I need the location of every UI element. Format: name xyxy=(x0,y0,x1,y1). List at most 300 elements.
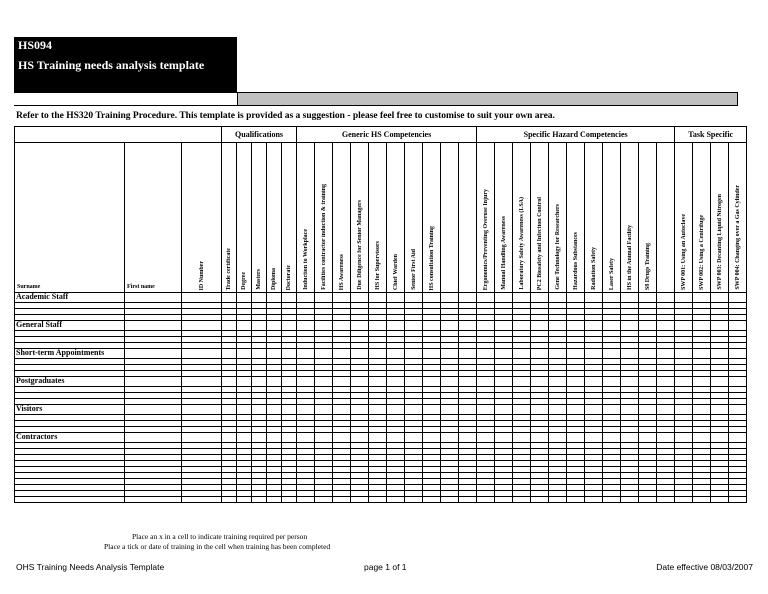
table-cell[interactable] xyxy=(639,349,657,359)
col-generic-competency-label: Chief Warden xyxy=(392,253,399,290)
table-cell[interactable] xyxy=(387,293,405,303)
table-cell[interactable] xyxy=(693,293,711,303)
table-cell[interactable] xyxy=(711,321,729,331)
table-cell[interactable] xyxy=(182,405,222,415)
table-cell[interactable] xyxy=(252,497,267,503)
table-cell[interactable] xyxy=(513,293,531,303)
table-cell[interactable] xyxy=(182,293,222,303)
table-cell[interactable] xyxy=(459,377,477,387)
col-qualification-label: Diploma xyxy=(271,267,278,290)
table-cell[interactable] xyxy=(351,497,369,503)
table-cell[interactable] xyxy=(351,293,369,303)
table-cell[interactable] xyxy=(237,321,252,331)
col-specific-competency xyxy=(585,143,603,293)
table-cell[interactable] xyxy=(729,497,747,503)
table-cell[interactable] xyxy=(423,497,441,503)
table-cell[interactable] xyxy=(657,349,675,359)
table-cell[interactable] xyxy=(729,377,747,387)
col-generic-competency-label: Induction to Workplace xyxy=(302,229,309,290)
table-cell[interactable] xyxy=(621,349,639,359)
table-cell[interactable] xyxy=(495,293,513,303)
table-cell[interactable] xyxy=(387,349,405,359)
table-cell[interactable] xyxy=(387,377,405,387)
table-cell[interactable] xyxy=(729,433,747,443)
table-cell[interactable] xyxy=(531,321,549,331)
table-cell[interactable] xyxy=(315,321,333,331)
table-cell[interactable] xyxy=(657,405,675,415)
table-cell[interactable] xyxy=(567,433,585,443)
table-cell[interactable] xyxy=(477,433,495,443)
col-task-specific-label: SWP 002: Using a Centrifuge xyxy=(698,215,705,290)
table-cell[interactable] xyxy=(423,377,441,387)
table-cell[interactable] xyxy=(693,405,711,415)
table-cell[interactable] xyxy=(222,377,237,387)
group-specific: Specific Hazard Competencies xyxy=(477,127,675,143)
table-cell[interactable] xyxy=(282,321,297,331)
table-cell[interactable] xyxy=(297,497,315,503)
table-cell[interactable] xyxy=(639,321,657,331)
col-generic-competency xyxy=(297,143,315,293)
table-cell[interactable] xyxy=(252,321,267,331)
table-cell[interactable] xyxy=(405,377,423,387)
table-cell[interactable] xyxy=(549,405,567,415)
col-generic-competency xyxy=(459,143,477,293)
footer-date: Date effective 08/03/2007 xyxy=(656,562,753,572)
table-cell[interactable] xyxy=(675,349,693,359)
group-header-row xyxy=(15,127,747,143)
table-cell[interactable] xyxy=(657,497,675,503)
table-cell[interactable] xyxy=(531,293,549,303)
table-cell[interactable] xyxy=(549,349,567,359)
table-cell[interactable] xyxy=(441,293,459,303)
table-cell[interactable] xyxy=(315,433,333,443)
intro-text: Refer to the HS320 Training Procedure. This template is provided as a suggestion - please feel free to customise to suit your own area. xyxy=(16,111,555,121)
table-cell[interactable] xyxy=(405,321,423,331)
table-cell[interactable] xyxy=(639,377,657,387)
table-cell[interactable] xyxy=(297,349,315,359)
table-cell[interactable] xyxy=(585,497,603,503)
table-cell[interactable] xyxy=(621,377,639,387)
col-generic-competency xyxy=(423,143,441,293)
table-cell[interactable] xyxy=(387,321,405,331)
table-cell[interactable] xyxy=(495,377,513,387)
title-bar xyxy=(237,92,738,106)
table-cell[interactable] xyxy=(441,405,459,415)
table-cell[interactable] xyxy=(297,293,315,303)
instruction-note-1: Place an x in a cell to indicate training required per person xyxy=(132,532,308,541)
table-cell[interactable] xyxy=(603,497,621,503)
table-cell[interactable] xyxy=(125,377,182,387)
table-cell[interactable] xyxy=(351,405,369,415)
col-first-name xyxy=(125,143,182,293)
document-code: HS094 xyxy=(18,38,53,52)
table-cell[interactable] xyxy=(657,377,675,387)
table-cell[interactable] xyxy=(423,433,441,443)
table-cell[interactable] xyxy=(675,497,693,503)
table-cell[interactable] xyxy=(603,405,621,415)
table-cell[interactable] xyxy=(459,293,477,303)
table-cell[interactable] xyxy=(405,405,423,415)
table-cell[interactable] xyxy=(675,405,693,415)
table-cell[interactable] xyxy=(639,293,657,303)
group-task: Task Specific xyxy=(675,127,747,143)
table-cell[interactable] xyxy=(267,349,282,359)
table-cell[interactable] xyxy=(585,405,603,415)
table-cell[interactable] xyxy=(585,293,603,303)
table-cell[interactable] xyxy=(369,377,387,387)
col-generic-competency-label: Facilities contractor induction & training xyxy=(320,184,327,290)
col-specific-competency-label: Manual Handling Awareness xyxy=(500,216,507,290)
table-cell[interactable] xyxy=(621,321,639,331)
table-cell[interactable] xyxy=(405,433,423,443)
table-cell[interactable] xyxy=(297,433,315,443)
table-cell[interactable] xyxy=(237,377,252,387)
section-row xyxy=(15,321,747,331)
table-cell[interactable] xyxy=(693,433,711,443)
table-cell[interactable] xyxy=(222,321,237,331)
table-cell[interactable] xyxy=(282,497,297,503)
table-cell[interactable] xyxy=(423,293,441,303)
table-cell[interactable] xyxy=(675,433,693,443)
table-cell[interactable] xyxy=(639,497,657,503)
table-cell[interactable] xyxy=(125,405,182,415)
table-cell[interactable] xyxy=(495,433,513,443)
table-cell[interactable] xyxy=(182,497,222,503)
table-cell[interactable] xyxy=(477,377,495,387)
table-cell[interactable] xyxy=(603,293,621,303)
table-cell[interactable] xyxy=(603,349,621,359)
table-cell[interactable] xyxy=(333,405,351,415)
table-cell[interactable] xyxy=(711,349,729,359)
col-specific-competency-label: HS in the Animal Facility xyxy=(626,224,633,290)
col-qualification-label: Trade certificate xyxy=(226,247,233,290)
table-cell[interactable] xyxy=(441,349,459,359)
table-cell[interactable] xyxy=(282,377,297,387)
table-cell[interactable] xyxy=(513,349,531,359)
table-cell[interactable] xyxy=(729,321,747,331)
table-cell[interactable] xyxy=(333,497,351,503)
table-cell[interactable] xyxy=(549,293,567,303)
table-cell[interactable] xyxy=(711,433,729,443)
table-cell[interactable] xyxy=(315,377,333,387)
title-block xyxy=(14,37,237,92)
table-cell[interactable] xyxy=(315,293,333,303)
table-cell[interactable] xyxy=(252,405,267,415)
table-cell[interactable] xyxy=(477,293,495,303)
table-cell[interactable] xyxy=(477,497,495,503)
col-generic-competency xyxy=(333,143,351,293)
col-specific-competency xyxy=(621,143,639,293)
table-cell[interactable] xyxy=(282,349,297,359)
footer-title: OHS Training Needs Analysis Template xyxy=(16,562,165,572)
table-cell[interactable] xyxy=(125,293,182,303)
table-cell[interactable] xyxy=(639,433,657,443)
footer-page: page 1 of 1 xyxy=(364,562,407,572)
table-cell[interactable] xyxy=(369,321,387,331)
table-cell[interactable] xyxy=(222,293,237,303)
table-cell[interactable] xyxy=(693,497,711,503)
table-cell[interactable] xyxy=(252,293,267,303)
table-cell[interactable] xyxy=(387,405,405,415)
table-cell[interactable] xyxy=(459,321,477,331)
table-cell[interactable] xyxy=(711,293,729,303)
table-cell[interactable] xyxy=(441,433,459,443)
table-cell[interactable] xyxy=(531,377,549,387)
table-cell[interactable] xyxy=(237,293,252,303)
table-cell[interactable] xyxy=(222,497,237,503)
group-qualifications: Qualifications xyxy=(222,127,297,143)
table-cell[interactable] xyxy=(531,405,549,415)
col-specific-competency xyxy=(495,143,513,293)
col-specific-competency xyxy=(603,143,621,293)
table-cell[interactable] xyxy=(621,293,639,303)
col-task-specific xyxy=(675,143,693,293)
col-task-specific xyxy=(693,143,711,293)
table-cell[interactable] xyxy=(297,377,315,387)
table-cell[interactable] xyxy=(495,349,513,359)
table-cell[interactable] xyxy=(585,377,603,387)
table-cell[interactable] xyxy=(729,405,747,415)
table-cell[interactable] xyxy=(477,405,495,415)
table-cell[interactable] xyxy=(531,433,549,443)
table-cell[interactable] xyxy=(387,497,405,503)
col-generic-competency-label: HS for Supervisors xyxy=(374,241,381,290)
table-cell[interactable] xyxy=(182,349,222,359)
table-cell[interactable] xyxy=(405,293,423,303)
table-cell[interactable] xyxy=(222,349,237,359)
col-task-specific-label: SWP 003: Decanting Liquid Nitrogen xyxy=(716,194,723,290)
table-cell[interactable] xyxy=(459,405,477,415)
col-specific-competency xyxy=(549,143,567,293)
col-specific-competency xyxy=(567,143,585,293)
table-cell[interactable] xyxy=(282,433,297,443)
table-cell[interactable] xyxy=(513,497,531,503)
col-qualification xyxy=(267,143,282,293)
table-cell[interactable] xyxy=(585,349,603,359)
table-cell[interactable] xyxy=(125,349,182,359)
table-cell[interactable] xyxy=(333,433,351,443)
section-label: Short-term Appointments xyxy=(15,349,125,359)
col-generic-competency xyxy=(351,143,369,293)
table-cell[interactable] xyxy=(237,405,252,415)
col-generic-competency-label: HS consultation Training xyxy=(428,225,435,290)
table-cell[interactable] xyxy=(182,377,222,387)
table-cell[interactable] xyxy=(405,497,423,503)
table-cell[interactable] xyxy=(333,377,351,387)
table-row xyxy=(15,497,747,503)
table-cell[interactable] xyxy=(351,377,369,387)
table-cell[interactable] xyxy=(252,349,267,359)
table-cell[interactable] xyxy=(675,321,693,331)
table-cell[interactable] xyxy=(282,293,297,303)
table-cell[interactable] xyxy=(267,405,282,415)
table-cell[interactable] xyxy=(459,433,477,443)
table-cell[interactable] xyxy=(567,497,585,503)
table-cell[interactable] xyxy=(675,377,693,387)
col-surname xyxy=(15,143,125,293)
group-header-blank xyxy=(15,127,222,143)
table-cell[interactable] xyxy=(351,349,369,359)
table-cell[interactable] xyxy=(423,349,441,359)
table-cell[interactable] xyxy=(333,321,351,331)
col-specific-competency-label: Radiation Safety xyxy=(590,247,597,290)
col-qualification xyxy=(282,143,297,293)
section-label: Postgraduates xyxy=(15,377,125,387)
section-label: Contractors xyxy=(15,433,125,443)
table-cell[interactable] xyxy=(549,497,567,503)
table-cell[interactable] xyxy=(441,377,459,387)
table-cell[interactable] xyxy=(477,349,495,359)
table-cell[interactable] xyxy=(549,321,567,331)
table-cell[interactable] xyxy=(315,497,333,503)
table-cell[interactable] xyxy=(369,497,387,503)
section-row xyxy=(15,349,747,359)
table-cell[interactable] xyxy=(729,349,747,359)
table-cell[interactable] xyxy=(15,497,125,503)
table-cell[interactable] xyxy=(459,497,477,503)
table-cell[interactable] xyxy=(621,497,639,503)
section-label: General Staff xyxy=(15,321,125,331)
table-cell[interactable] xyxy=(182,321,222,331)
table-cell[interactable] xyxy=(693,349,711,359)
table-cell[interactable] xyxy=(693,377,711,387)
table-cell[interactable] xyxy=(369,349,387,359)
col-specific-competency-label: S8 Drugs Training xyxy=(644,242,651,290)
col-id-number xyxy=(182,143,222,293)
table-cell[interactable] xyxy=(125,433,182,443)
table-cell[interactable] xyxy=(125,321,182,331)
table-cell[interactable] xyxy=(549,433,567,443)
table-cell[interactable] xyxy=(621,405,639,415)
table-cell[interactable] xyxy=(567,377,585,387)
table-cell[interactable] xyxy=(267,321,282,331)
table-cell[interactable] xyxy=(477,321,495,331)
table-cell[interactable] xyxy=(369,405,387,415)
table-cell[interactable] xyxy=(237,497,252,503)
table-cell[interactable] xyxy=(495,497,513,503)
group-generic: Generic HS Competencies xyxy=(297,127,477,143)
table-cell[interactable] xyxy=(237,349,252,359)
table-cell[interactable] xyxy=(297,321,315,331)
col-generic-competency-label: Due Diligence for Senior Managers xyxy=(356,200,363,290)
table-cell[interactable] xyxy=(513,321,531,331)
table-cell[interactable] xyxy=(333,349,351,359)
table-cell[interactable] xyxy=(621,433,639,443)
table-cell[interactable] xyxy=(252,433,267,443)
table-cell[interactable] xyxy=(513,405,531,415)
table-cell[interactable] xyxy=(267,377,282,387)
table-cell[interactable] xyxy=(675,293,693,303)
table-cell[interactable] xyxy=(222,405,237,415)
table-cell[interactable] xyxy=(603,321,621,331)
col-first-name-label: First name xyxy=(127,284,155,290)
table-cell[interactable] xyxy=(711,377,729,387)
section-row xyxy=(15,293,747,303)
table-cell[interactable] xyxy=(513,433,531,443)
col-specific-competency xyxy=(513,143,531,293)
table-cell[interactable] xyxy=(315,349,333,359)
table-cell[interactable] xyxy=(441,497,459,503)
table-cell[interactable] xyxy=(513,377,531,387)
table-cell[interactable] xyxy=(252,377,267,387)
col-qualification-label: Masters xyxy=(256,269,263,290)
table-cell[interactable] xyxy=(267,497,282,503)
table-cell[interactable] xyxy=(459,349,477,359)
table-cell[interactable] xyxy=(222,433,237,443)
section-row xyxy=(15,433,747,443)
table-cell[interactable] xyxy=(237,433,252,443)
table-cell[interactable] xyxy=(315,405,333,415)
table-cell[interactable] xyxy=(531,349,549,359)
col-generic-competency xyxy=(387,143,405,293)
col-generic-competency-label: HS Awareness xyxy=(338,253,345,290)
table-cell[interactable] xyxy=(585,321,603,331)
section-row xyxy=(15,377,747,387)
table-cell[interactable] xyxy=(351,433,369,443)
table-cell[interactable] xyxy=(567,405,585,415)
table-cell[interactable] xyxy=(333,293,351,303)
col-generic-competency-label: Senior First Aid xyxy=(410,249,417,290)
col-id-number-label: ID Number xyxy=(198,260,205,290)
table-cell[interactable] xyxy=(657,293,675,303)
table-cell[interactable] xyxy=(405,349,423,359)
table-cell[interactable] xyxy=(297,405,315,415)
table-cell[interactable] xyxy=(657,433,675,443)
table-cell[interactable] xyxy=(423,405,441,415)
col-specific-competency-label: Laboratory Safety Awareness (LSA) xyxy=(518,197,525,290)
col-task-specific xyxy=(729,143,747,293)
table-cell[interactable] xyxy=(441,321,459,331)
table-cell[interactable] xyxy=(495,321,513,331)
table-cell[interactable] xyxy=(729,293,747,303)
col-generic-competency xyxy=(405,143,423,293)
table-cell[interactable] xyxy=(369,433,387,443)
table-cell[interactable] xyxy=(711,405,729,415)
table-cell[interactable] xyxy=(267,293,282,303)
table-cell[interactable] xyxy=(351,321,369,331)
table-cell[interactable] xyxy=(531,497,549,503)
table-cell[interactable] xyxy=(567,293,585,303)
table-cell[interactable] xyxy=(423,321,441,331)
col-generic-competency xyxy=(315,143,333,293)
table-cell[interactable] xyxy=(711,497,729,503)
col-specific-competency-label: Hazardous Substances xyxy=(572,232,579,290)
col-specific-competency xyxy=(657,143,675,293)
table-cell[interactable] xyxy=(369,293,387,303)
table-cell[interactable] xyxy=(182,433,222,443)
table-cell[interactable] xyxy=(567,321,585,331)
section-row xyxy=(15,405,747,415)
table-cell[interactable] xyxy=(585,433,603,443)
table-cell[interactable] xyxy=(657,321,675,331)
table-cell[interactable] xyxy=(693,321,711,331)
table-cell[interactable] xyxy=(567,349,585,359)
table-cell[interactable] xyxy=(603,433,621,443)
table-cell[interactable] xyxy=(495,405,513,415)
training-matrix xyxy=(14,126,747,503)
col-task-specific-label: SWP 004: Changing over a Gas Cylinder xyxy=(734,185,741,290)
table-cell[interactable] xyxy=(282,405,297,415)
table-cell[interactable] xyxy=(549,377,567,387)
table-cell[interactable] xyxy=(125,497,182,503)
col-specific-competency-label: Gene Technology for Researchers xyxy=(554,204,561,290)
table-cell[interactable] xyxy=(603,377,621,387)
table-cell[interactable] xyxy=(267,433,282,443)
col-qualification xyxy=(237,143,252,293)
table-cell[interactable] xyxy=(639,405,657,415)
table-cell[interactable] xyxy=(387,433,405,443)
col-qualification-label: Doctorate xyxy=(286,264,293,290)
